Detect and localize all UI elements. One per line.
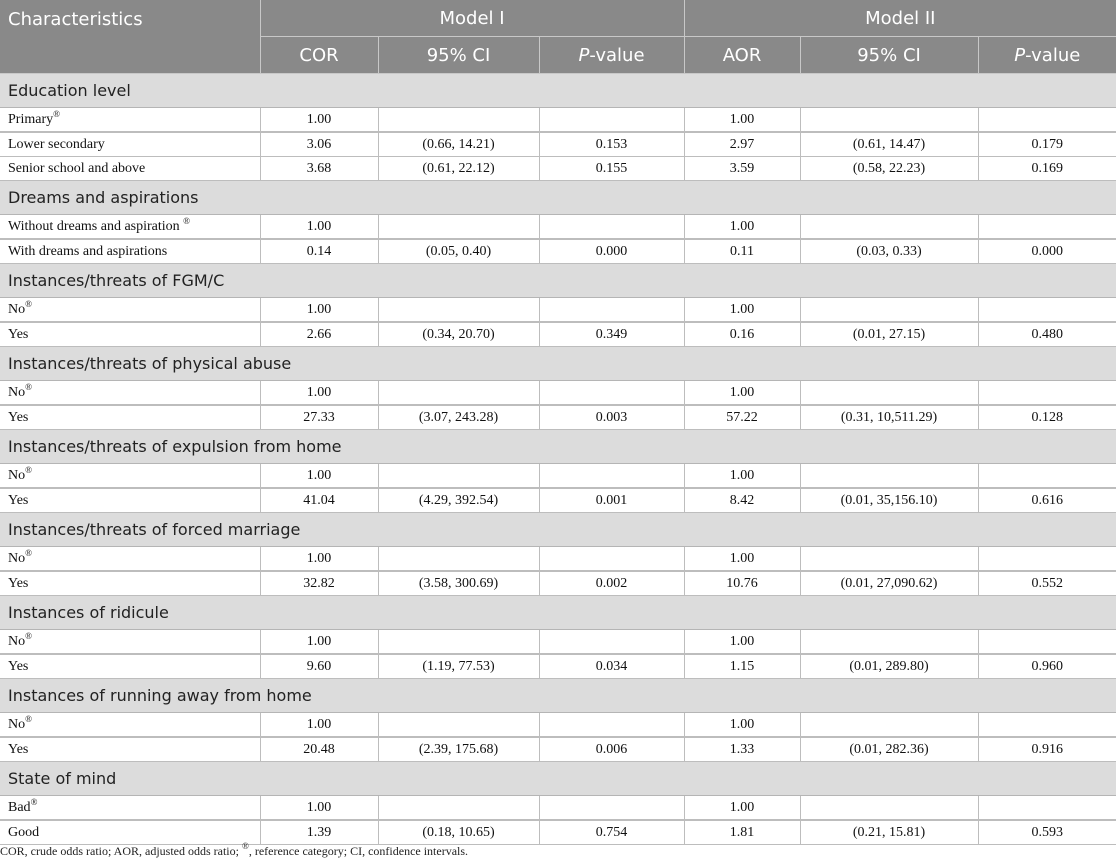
section-header (0, 181, 1116, 215)
cell-p2 (978, 630, 1116, 655)
cell-p2: 0.169 (978, 157, 1116, 181)
row-label-cell (0, 108, 260, 133)
section-title: Instances/threats of physical abuse (0, 347, 1116, 381)
row-label-cell (0, 322, 260, 347)
row-label: With dreams and aspirations (8, 243, 168, 259)
cell-ci1 (378, 630, 539, 655)
reference-row (0, 108, 1116, 133)
row-label: No (8, 716, 26, 732)
cell-ci1: (0.66, 14.21) (378, 132, 539, 157)
row-label: Bad (8, 799, 31, 815)
cell-ci1 (378, 298, 539, 323)
reference-row (0, 215, 1116, 240)
table-row (0, 157, 1116, 181)
row-label: No (8, 384, 26, 400)
cell-ci2 (800, 630, 978, 655)
cell-cor: 0.14 (260, 239, 378, 264)
cell-cor: 3.68 (260, 157, 378, 181)
cell-cor: 1.00 (260, 630, 378, 655)
p-value-header-model-2: P-value (978, 37, 1116, 74)
section-header (0, 347, 1116, 381)
cell-p1: 0.034 (539, 654, 684, 679)
cell-ci1: (1.19, 77.53) (378, 654, 539, 679)
cell-ci1 (378, 108, 539, 133)
cell-p2 (978, 547, 1116, 572)
row-label-cell (0, 405, 260, 430)
cell-p2 (978, 796, 1116, 821)
section-title: Instances/threats of forced marriage (0, 513, 1116, 547)
cell-p2: 0.480 (978, 322, 1116, 347)
row-label-cell (0, 464, 260, 489)
cell-p1 (539, 215, 684, 240)
cell-ci1: (0.61, 22.12) (378, 157, 539, 181)
cell-p1: 0.002 (539, 571, 684, 596)
cell-aor: 1.00 (684, 464, 800, 489)
reference-row (0, 298, 1116, 323)
reference-mark: ® (25, 547, 32, 558)
row-label: Yes (8, 741, 29, 757)
cell-aor: 1.15 (684, 654, 800, 679)
row-label: No (8, 467, 26, 483)
row-label-cell (0, 239, 260, 264)
cell-ci2: (0.01, 282.36) (800, 737, 978, 762)
cell-p2 (978, 713, 1116, 738)
cell-aor: 1.33 (684, 737, 800, 762)
cell-p2: 0.916 (978, 737, 1116, 762)
cell-p1 (539, 464, 684, 489)
row-label: No (8, 633, 26, 649)
cell-ci1: (0.05, 0.40) (378, 239, 539, 264)
row-label: Yes (8, 658, 29, 674)
table-row (0, 488, 1116, 513)
cell-p1 (539, 713, 684, 738)
cell-cor: 1.00 (260, 796, 378, 821)
cell-ci2 (800, 713, 978, 738)
row-label-cell (0, 713, 260, 738)
row-label-cell (0, 547, 260, 572)
section-title: Instances of running away from home (0, 679, 1116, 713)
reference-row (0, 630, 1116, 655)
cell-cor: 2.66 (260, 322, 378, 347)
table-row (0, 820, 1116, 845)
cell-p2: 0.593 (978, 820, 1116, 845)
row-label: Yes (8, 575, 29, 591)
cell-ci2: (0.01, 35,156.10) (800, 488, 978, 513)
row-label: No (8, 550, 26, 566)
cell-aor: 1.00 (684, 547, 800, 572)
cell-ci1 (378, 215, 539, 240)
cell-ci2: (0.01, 27,090.62) (800, 571, 978, 596)
cell-aor: 0.16 (684, 322, 800, 347)
table-row (0, 654, 1116, 679)
cell-p1 (539, 298, 684, 323)
cell-ci2 (800, 108, 978, 133)
cell-p2: 0.000 (978, 239, 1116, 264)
reference-mark: ® (25, 298, 32, 309)
cell-p1 (539, 108, 684, 133)
cell-cor: 1.00 (260, 713, 378, 738)
cell-ci1: (0.18, 10.65) (378, 820, 539, 845)
ci-header-model-2: 95% CI (800, 37, 978, 74)
reference-mark: ® (183, 215, 191, 226)
row-label: Yes (8, 492, 29, 508)
cell-ci1 (378, 547, 539, 572)
cell-p2: 0.128 (978, 405, 1116, 430)
section-header (0, 430, 1116, 464)
cell-ci2 (800, 215, 978, 240)
reference-mark: ® (25, 630, 32, 641)
row-label-cell (0, 571, 260, 596)
cell-aor: 1.00 (684, 108, 800, 133)
row-label: Yes (8, 326, 29, 342)
cell-ci2 (800, 464, 978, 489)
section-title: Dreams and aspirations (0, 181, 1116, 215)
cell-aor: 57.22 (684, 405, 800, 430)
reference-mark: ® (25, 713, 32, 724)
cell-p1 (539, 381, 684, 406)
row-label: No (8, 301, 26, 317)
cell-aor: 8.42 (684, 488, 800, 513)
cell-ci1: (3.07, 243.28) (378, 405, 539, 430)
cell-ci1: (0.34, 20.70) (378, 322, 539, 347)
row-label-cell (0, 215, 260, 240)
cell-ci1 (378, 796, 539, 821)
row-label: Senior school and above (8, 160, 146, 176)
cell-p1 (539, 796, 684, 821)
cell-ci1 (378, 713, 539, 738)
row-label-cell (0, 298, 260, 323)
cell-p2 (978, 464, 1116, 489)
section-header (0, 762, 1116, 796)
cell-cor: 41.04 (260, 488, 378, 513)
row-label-cell (0, 796, 260, 821)
row-label-cell (0, 157, 260, 181)
cell-p2 (978, 215, 1116, 240)
model-2-header: Model II (684, 0, 1116, 37)
row-label-cell (0, 132, 260, 157)
cell-cor: 1.39 (260, 820, 378, 845)
cell-p2: 0.552 (978, 571, 1116, 596)
cell-aor: 10.76 (684, 571, 800, 596)
cell-ci1: (3.58, 300.69) (378, 571, 539, 596)
cell-ci2: (0.61, 14.47) (800, 132, 978, 157)
cell-ci2 (800, 298, 978, 323)
cell-p2 (978, 381, 1116, 406)
table-row (0, 239, 1116, 264)
section-header (0, 264, 1116, 298)
row-label: Lower secondary (8, 136, 105, 152)
cell-cor: 1.00 (260, 464, 378, 489)
reference-row (0, 796, 1116, 821)
cell-aor: 2.97 (684, 132, 800, 157)
row-label-cell (0, 820, 260, 845)
reference-mark: ® (53, 108, 60, 119)
cell-aor: 1.00 (684, 796, 800, 821)
cell-p1: 0.153 (539, 132, 684, 157)
cell-ci2 (800, 381, 978, 406)
cell-p2: 0.960 (978, 654, 1116, 679)
row-label: Primary (8, 111, 54, 127)
cell-aor: 3.59 (684, 157, 800, 181)
row-label-cell (0, 654, 260, 679)
cell-cor: 32.82 (260, 571, 378, 596)
reference-row (0, 547, 1116, 572)
characteristics-header: Characteristics (0, 0, 260, 74)
table-row (0, 405, 1116, 430)
cell-ci1: (2.39, 175.68) (378, 737, 539, 762)
cell-p1 (539, 547, 684, 572)
reference-mark: ® (25, 381, 32, 392)
cell-p1: 0.754 (539, 820, 684, 845)
cell-cor: 20.48 (260, 737, 378, 762)
cell-cor: 1.00 (260, 547, 378, 572)
cell-ci2 (800, 547, 978, 572)
section-title: Instances/threats of FGM/C (0, 264, 1116, 298)
table-footnote: COR, crude odds ratio; AOR, adjusted odds ratio; ®, reference category; CI, confidence intervals. (0, 841, 469, 858)
reference-row (0, 381, 1116, 406)
cell-p2 (978, 108, 1116, 133)
aor-header: AOR (684, 37, 800, 74)
cell-cor: 1.00 (260, 215, 378, 240)
section-header (0, 679, 1116, 713)
section-title: State of mind (0, 762, 1116, 796)
table-body (0, 74, 1116, 845)
row-label: Good (8, 824, 40, 840)
cell-aor: 1.00 (684, 298, 800, 323)
cell-aor: 1.00 (684, 215, 800, 240)
cell-ci2: (0.58, 22.23) (800, 157, 978, 181)
cell-cor: 27.33 (260, 405, 378, 430)
cell-aor: 1.00 (684, 381, 800, 406)
section-title: Instances/threats of expulsion from home (0, 430, 1116, 464)
cell-p1: 0.349 (539, 322, 684, 347)
cell-p1: 0.155 (539, 157, 684, 181)
cell-cor: 9.60 (260, 654, 378, 679)
cell-p1: 0.003 (539, 405, 684, 430)
reference-mark: ® (25, 464, 32, 475)
section-header (0, 596, 1116, 630)
section-header (0, 513, 1116, 547)
cell-aor: 0.11 (684, 239, 800, 264)
cell-aor: 1.00 (684, 630, 800, 655)
row-label-cell (0, 737, 260, 762)
cell-p2: 0.179 (978, 132, 1116, 157)
ci-header-model-1: 95% CI (378, 37, 539, 74)
cell-ci2: (0.03, 0.33) (800, 239, 978, 264)
cell-p1: 0.000 (539, 239, 684, 264)
cor-header: COR (260, 37, 378, 74)
cell-ci1: (4.29, 392.54) (378, 488, 539, 513)
row-label: Without dreams and aspiration (8, 218, 184, 234)
p-value-header-model-1: P-value (539, 37, 684, 74)
cell-p1 (539, 630, 684, 655)
cell-ci1 (378, 381, 539, 406)
section-header (0, 74, 1116, 108)
cell-aor: 1.00 (684, 713, 800, 738)
reference-row (0, 464, 1116, 489)
table-row (0, 737, 1116, 762)
cell-cor: 1.00 (260, 298, 378, 323)
row-label-cell (0, 630, 260, 655)
cell-cor: 1.00 (260, 381, 378, 406)
cell-aor: 1.81 (684, 820, 800, 845)
reference-row (0, 713, 1116, 738)
table-row (0, 322, 1116, 347)
row-label-cell (0, 488, 260, 513)
cell-cor: 1.00 (260, 108, 378, 133)
reference-mark: ® (30, 796, 38, 807)
table-row (0, 132, 1116, 157)
model-1-header: Model I (260, 0, 684, 37)
cell-p1: 0.006 (539, 737, 684, 762)
section-title: Education level (0, 74, 1116, 108)
table-row (0, 571, 1116, 596)
section-title: Instances of ridicule (0, 596, 1116, 630)
row-label-cell (0, 381, 260, 406)
cell-p2 (978, 298, 1116, 323)
cell-ci2: (0.01, 27.15) (800, 322, 978, 347)
cell-p1: 0.001 (539, 488, 684, 513)
cell-ci2: (0.21, 15.81) (800, 820, 978, 845)
cell-ci2: (0.31, 10,511.29) (800, 405, 978, 430)
cell-ci2 (800, 796, 978, 821)
cell-p2: 0.616 (978, 488, 1116, 513)
row-label: Yes (8, 409, 29, 425)
cell-cor: 3.06 (260, 132, 378, 157)
cell-ci2: (0.01, 289.80) (800, 654, 978, 679)
cell-ci1 (378, 464, 539, 489)
header-row-models (0, 0, 1116, 37)
